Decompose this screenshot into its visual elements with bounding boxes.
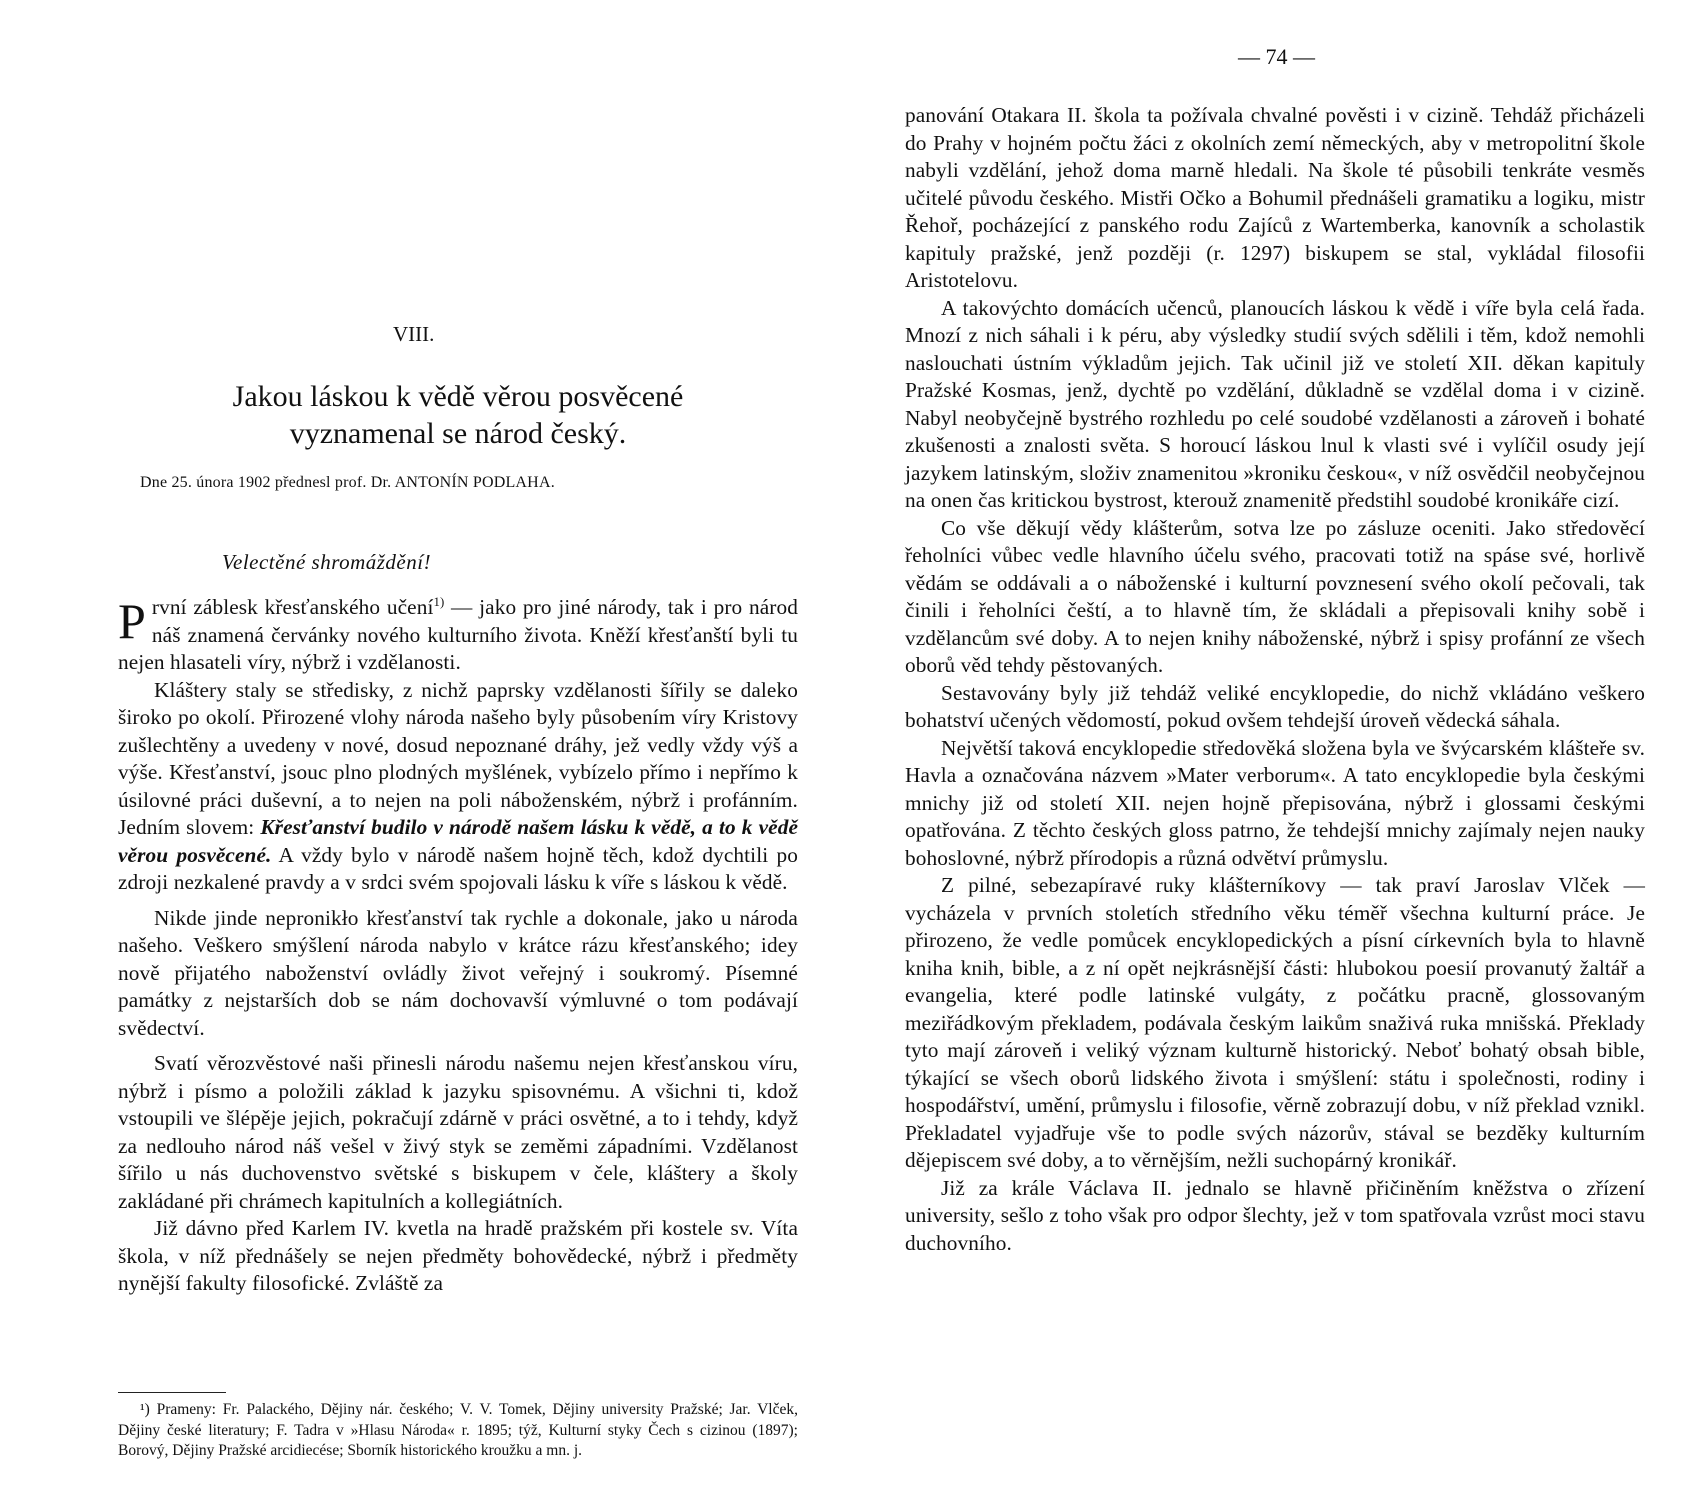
- title-line-2: vyznamenal se národ český.: [289, 417, 627, 450]
- paragraph-text: Kláštery staly se středisky, z nichž paprsky vzdělanosti šířily se daleko široko po okolí. Přirozené vlohy národa našeho byly působením víry Kristovy zušlechtěny a uvedeny v nové, dosud nepoznané dráhy, jež vedly vždy výš a výše. Křesťanství, jsouc plno plodných myšlének, vybízelo přímo i nepřímo k úsilovné práci duševní, a to nejen na poli náboženském, nýbrž i profánním. Jedním slovem:: [118, 677, 798, 839]
- left-body-text: [118, 594, 798, 1298]
- paragraph: Z pilné, sebezapíravé ruky klášterníkovy — tak praví Jaroslav Vlček — vycházela v prvních stoletích středního věku téměř všechna kulturní práce. Je přirozeno, že vedle pomůcek encyklopedických a písní církevních byla to hlavně kniha knih, bible, a z ní opět nejkrásnější části: hlubokou poesií provanutý žaltář a evangelia, které podle latinské vulgáty, z počátku pracně, glossovaným meziřádkovým překladem, podávala českým laikům snaživá ruka mnišská. Překlady tyto mají zároveň i veliký význam kulturně historický. Neboť bohatý obsah bible, týkající se všech oborů lidského života i smýšlení: státu i společnosti, rodiny i hospodářství, umění, průmyslu i filosofie, věrně zobrazují dobu, v níž překlad vznikl. Překladatel vyjadřuje vše to podle svých názorův, stával se bezděky kulturním dějepiscem své doby, a to věrnějším, nežli suchopárný kronikář.: [905, 873, 1645, 1172]
- paragraph: Nikde jinde nepronikło křesťanství tak rychle a dokonale, jako u národa našeho. Veškero smýšlení národa nabylo v krátce rázu křesťanského; idey nově přijatého naboženství ovládly život veřejný i soukromý. Písemné památky z nejstarších dob se nám dochovavší výmluvné o tom podávají svědectví.: [118, 905, 798, 1040]
- paragraph: Sestavovány byly již tehdáž veliké encyklopedie, do nichž vkládáno veškero bohatství učených vědomostí, pokud ovšem tehdejší úroveň vědecká sáhala.: [905, 680, 1645, 732]
- drop-cap: P: [118, 593, 146, 649]
- footnote: ¹) Prameny: Fr. Palackého, Dějiny nár. českého; V. V. Tomek, Dějiny university Pražské; Jar. Vlček, Dějiny české literatury; F. Tadra v »Hlasu Národa« r. 1895; týž, Kulturní styky Čech s cizinou (1897); Borový, Dějiny Pražské arcidiecése; Sborník historického kroužku a mn. j.: [118, 1401, 798, 1459]
- paragraph: Co vše děkují vědy klášterům, sotva lze po zásluze oceniti. Jako středověcí řeholníci vůbec vedle hlavního účelu svého, pracovati totiž na spáse své, horlivě vědám se oddávali a o náboženské i kulturní povznesení svého okolí pečovali, tak činili i řeholníci čeští, a to hlavně tím, že skládali a přepisovali knihy sobě i vzdělancům své doby. A to nejen knihy náboženské, nýbrž i spisy profánní ze všech oborů věd tehdy pěstovaných.: [905, 515, 1645, 677]
- paragraph-text: rvní záblesk křesťanského učení: [151, 595, 434, 619]
- paragraph: A takovýchto domácích učenců, planoucích láskou k vědě i víře byla celá řada. Mnozí z nich sáhali i k péru, aby výsledky studií svých sdělili i těm, kdož nemohli naslouchati ústním výkladům jejich. Tak učinil již ve století XII. děkan kapituly Pražské Kosmas, jenž, dychtě po vzdělání, důkladně se vzdělal doma i v cizině. Nabyl neobyčejně bystrého rozhledu po celé soudobé vzdělanosti a zároveň i bohaté zkušenosti a znalosti světa. S horoucí láskou lnul k vlasti své i vylíčil osudy její jazykem latinským, složiv znamenitou »kroniku českou«, v níž osvědčil neobyčejnou na onen čas kritickou bystrost, kterouž znamenitě předstihl soudobé kronikáře cizí.: [905, 295, 1645, 512]
- paragraph-text: — jako pro jiné národy, tak i pro národ náš znamená červánky nového kulturního života. Kněží křesťanští byli tu nejen hlasateli víry, nýbrž i vzdělanosti.: [118, 595, 798, 674]
- title-line-1: Jakou láskou k vědě věrou posvěcené: [232, 380, 684, 413]
- paragraph: Již za krále Václava II. jednalo se hlavně přičiněním kněžstva o zřízení university, sešlo z toho však pro odpor šlechty, jež v tom spatřovala vzrůst moci stavu duchovního.: [905, 1175, 1645, 1255]
- right-body-text: [905, 102, 1645, 1257]
- paragraph: [118, 677, 798, 897]
- emphasized-text: Křesťanství budilo v národě našem lásku k vědě, a to k vědě věrou posvěcené.: [118, 815, 798, 867]
- paragraph: panování Otakara II. škola ta požívala chvalné pověsti i v cizině. Tehdáž přicházeli do Prahy v hojném počtu žáci z okolních zemí německých, aby v metropolitní škole nabyli vzdělání, jehož doma marně hledali. Na škole té působili tenkráte vesměs učitelé původu českého. Mistři Očko a Bohumil přednášeli gramatiku a logiku, mistr Řehoř, pocházející z panského rodu Zajíců z Wartemberka, kanovník a scholastik kapituly pražské, jenž později (r. 1297) biskupem se stal, vykládal filosofii Aristotelovu.: [905, 103, 1645, 292]
- page-number: — 74 —: [1238, 44, 1315, 69]
- footnote-divider: [118, 1392, 226, 1393]
- paragraph-text: A vždy bylo v národě našem hojně těch, kdož dychtili po zdroji nezkalené pravdy a v srdci svém spojovali lásku k víře s láskou k vědě.: [118, 842, 798, 894]
- salutation: Velectěné shromáždění!: [222, 550, 432, 574]
- paragraph: [118, 594, 798, 677]
- paragraph: Největší taková encyklopedie středověká složena byla ve švýcarském klášteře sv. Havla a označována názvem »Mater verborum«. A tato encyklopedie byla českými mnichy již od století XII. nejen hojně přepisována, nýbrž i glossami českými opatřována. Z těchto českých gloss patrno, že tehdejší mnichy zajímaly nejen nauky bohoslovné, nýbrž přírodopis a různá odvětví průmyslu.: [905, 735, 1645, 870]
- paragraph: Již dávno před Karlem IV. kvetla na hradě pražském při kostele sv. Víta škola, v níž přednášely se nejen předměty bohovědecké, nýbrž i předměty nynější fakulty filosofické. Zvláště za: [118, 1216, 798, 1295]
- chapter-number: VIII.: [393, 322, 435, 346]
- footnote-reference: 1): [433, 594, 445, 609]
- byline: Dne 25. února 1902 přednesl prof. Dr. ANTONÍN PODLAHA.: [140, 474, 555, 491]
- paragraph: Svatí věrozvěstové naši přinesli národu našemu nejen křesťanskou víru, nýbrž i písmo a položili základ k jazyku spisovnému. A všichni ti, kdož vstoupili ve šlépěje jejich, pokračují zdárně v práci osvětné, a to i tehdy, když za nedlouho národ náš vešel v živý styk se zeměmi západními. Vzdělanost šířilo u nás duchovenstvo světské s biskupem v čele, kláštery a školy zakládané při chrámech kapitulních a kollegiátních.: [118, 1051, 798, 1213]
- chapter-title: [118, 378, 798, 452]
